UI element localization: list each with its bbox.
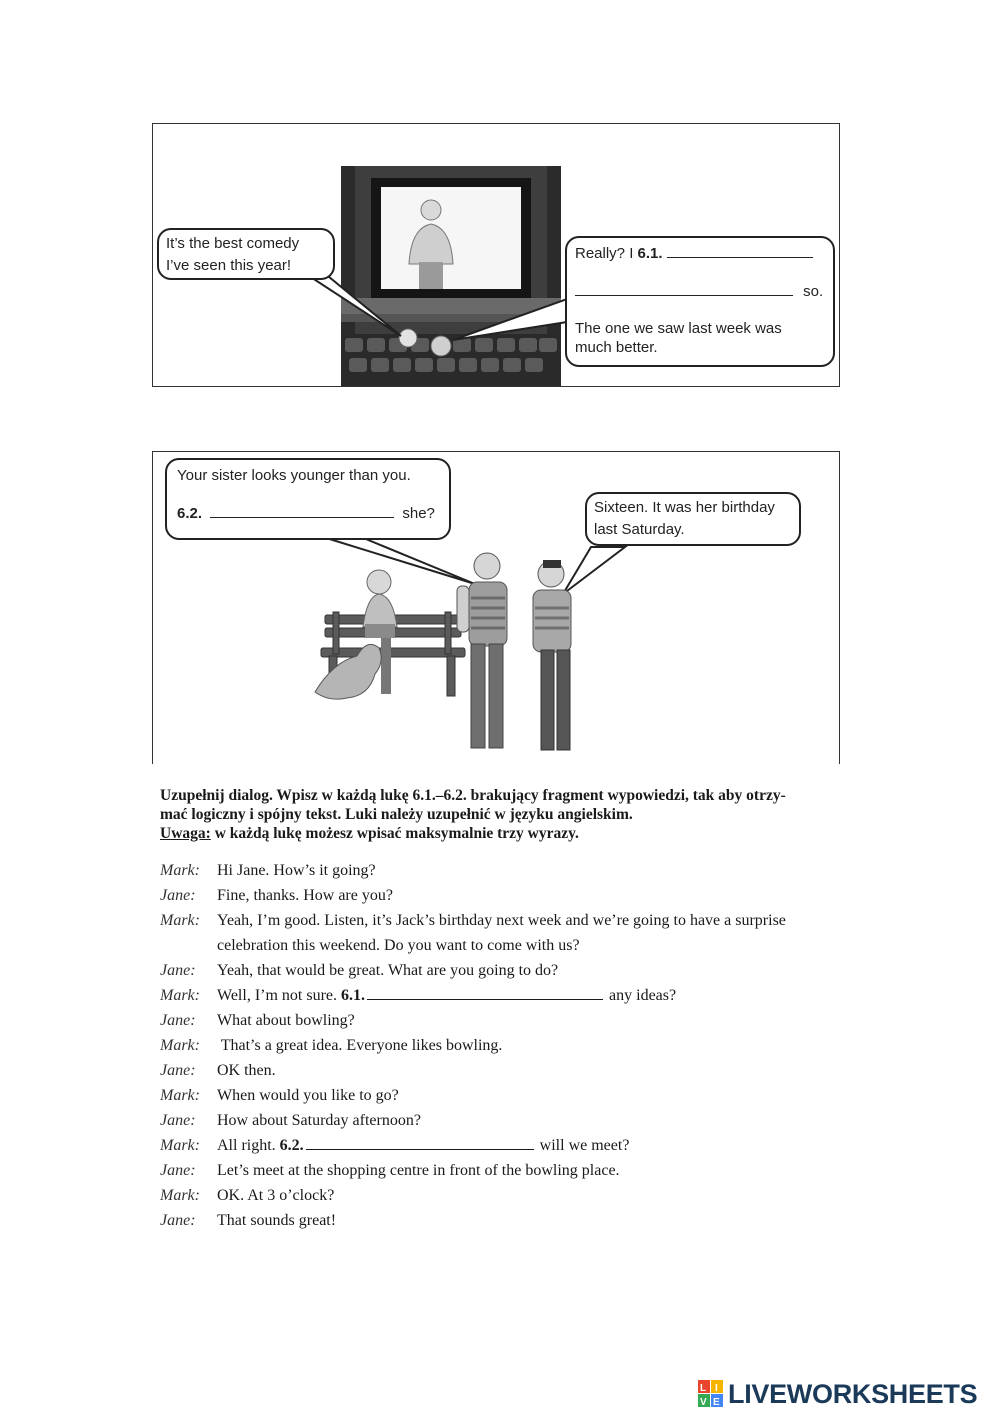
cinema-illustration-panel xyxy=(152,123,840,387)
dialog-row xyxy=(160,1083,860,1108)
dialog-text: will we meet? xyxy=(535,1137,630,1154)
dialog-row xyxy=(160,883,860,908)
bubble-text: Really? I xyxy=(575,245,638,262)
bubble-text-line: The one we saw last week was xyxy=(575,320,782,337)
speaker-name: Jane: xyxy=(160,1162,196,1179)
answer-gap-6-1-dialog[interactable] xyxy=(367,983,603,1000)
speech-bubble-left xyxy=(157,228,335,280)
bubble-text-line xyxy=(177,503,449,523)
dialog-text-with-gap xyxy=(217,983,860,1008)
dialog-row xyxy=(160,1108,860,1133)
liveworksheets-logo-icon xyxy=(698,1380,724,1408)
bubble-text-line xyxy=(575,243,833,263)
speaker-name: Jane: xyxy=(160,1112,196,1129)
note-text: w każdą lukę możesz wpisać maksymalnie trzy wyrazy. xyxy=(210,825,579,842)
dialog-text: OK. At 3 o’clock? xyxy=(217,1187,335,1204)
dialog-text: All right. xyxy=(217,1137,280,1154)
dialog-text: Yeah, I’m good. Listen, it’s Jack’s birthday next week and we’re going to have a surprise xyxy=(217,912,786,929)
park-illustration-panel xyxy=(152,451,840,764)
dialog-text: celebration this weekend. Do you want to come with us? xyxy=(217,937,580,954)
dialog-row xyxy=(160,858,860,883)
speaker-name: Mark: xyxy=(160,1187,200,1204)
gap-label: 6.2. xyxy=(279,1137,304,1154)
speaker-name: Mark: xyxy=(160,1037,200,1054)
dialog-row xyxy=(160,1208,860,1233)
answer-gap-6-2[interactable] xyxy=(210,503,394,518)
bubble-text-line: Sixteen. It was her birthday xyxy=(594,499,775,516)
answer-gap-6-1-continued[interactable] xyxy=(575,281,793,296)
instructions-line: mać logiczny i spójny tekst. Luki należy uzupełnić w języku angielskim. xyxy=(160,806,633,823)
gap-label: 6.2. xyxy=(177,505,203,522)
speech-bubble-left xyxy=(165,458,451,540)
speaker-name: Jane: xyxy=(160,887,196,904)
dialog-text: How about Saturday afternoon? xyxy=(217,1112,421,1129)
dialog-row xyxy=(160,1133,860,1158)
dialog-row xyxy=(160,1183,860,1208)
dialog-text: Hi Jane. How’s it going? xyxy=(217,862,376,879)
dialog-row xyxy=(160,1058,860,1083)
speaker-name: Jane: xyxy=(160,1062,196,1079)
dialog-text: Fine, thanks. How are you? xyxy=(217,887,393,904)
speech-bubble-right xyxy=(585,492,801,546)
dialog-row xyxy=(160,908,860,933)
dialog-row xyxy=(160,1033,860,1058)
dialog-text: When would you like to go? xyxy=(217,1087,399,1104)
speaker-name: Mark: xyxy=(160,987,200,1004)
instructions-note xyxy=(160,824,860,843)
svg-text:I: I xyxy=(715,1383,718,1394)
answer-gap-6-2-dialog[interactable] xyxy=(306,1133,534,1150)
dialog-text: Well, I’m not sure. xyxy=(217,987,342,1004)
bubble-text-line: last Saturday. xyxy=(594,521,685,538)
dialog-text: What about bowling? xyxy=(217,1012,355,1029)
dialog-row xyxy=(160,1158,860,1183)
dialog-row xyxy=(160,958,860,983)
dialog-row xyxy=(160,933,860,958)
dialog-text: That sounds great! xyxy=(217,1212,337,1229)
bubble-text-line: Your sister looks younger than you. xyxy=(177,467,411,484)
instructions-line: Uzupełnij dialog. Wpisz w każdą lukę 6.1.–6.2. brakujący fragment wypowiedzi, tak aby otrzy- xyxy=(160,787,786,804)
speaker-name: Jane: xyxy=(160,962,196,979)
logo-text: LIVEWORKSHEETS xyxy=(728,1378,978,1409)
dialog-row xyxy=(160,1008,860,1033)
note-label: Uwaga: xyxy=(160,825,211,842)
bubble-text-line xyxy=(575,281,833,301)
speaker-name: Mark: xyxy=(160,912,200,929)
speech-bubble-right xyxy=(565,236,835,367)
dialog-row xyxy=(160,983,860,1008)
dialog-text: any ideas? xyxy=(605,987,677,1004)
dialog-text: Let’s meet at the shopping centre in front of the bowling place. xyxy=(217,1162,620,1179)
gap-label: 6.1. xyxy=(341,987,366,1004)
speaker-name xyxy=(160,933,217,958)
bubble-text: she? xyxy=(402,505,435,522)
svg-text:L: L xyxy=(700,1383,707,1394)
speaker-name: Mark: xyxy=(160,1137,200,1154)
bubble-text-line: much better. xyxy=(575,339,658,356)
gap-label: 6.1. xyxy=(637,245,663,262)
dialog-text: OK then. xyxy=(217,1062,276,1079)
speaker-name: Mark: xyxy=(160,862,200,879)
bubble-text: so. xyxy=(803,283,824,300)
bubble-text-line: It’s the best comedy xyxy=(166,235,300,252)
svg-text:V: V xyxy=(700,1397,707,1408)
task-instructions xyxy=(160,786,860,843)
dialog-text-with-gap xyxy=(217,1133,860,1158)
speaker-name: Jane: xyxy=(160,1012,196,1029)
dialog-text: That’s a great idea. Everyone likes bowling. xyxy=(217,1037,503,1054)
speaker-name: Mark: xyxy=(160,1087,200,1104)
dialog-text: Yeah, that would be great. What are you going to do? xyxy=(217,962,559,979)
liveworksheets-logo xyxy=(698,1378,977,1410)
speaker-name: Jane: xyxy=(160,1212,196,1229)
svg-text:E: E xyxy=(713,1397,720,1408)
dialog-transcript xyxy=(160,858,860,1233)
bubble-text-line: I’ve seen this year! xyxy=(166,257,292,274)
answer-gap-6-1[interactable] xyxy=(667,243,813,258)
